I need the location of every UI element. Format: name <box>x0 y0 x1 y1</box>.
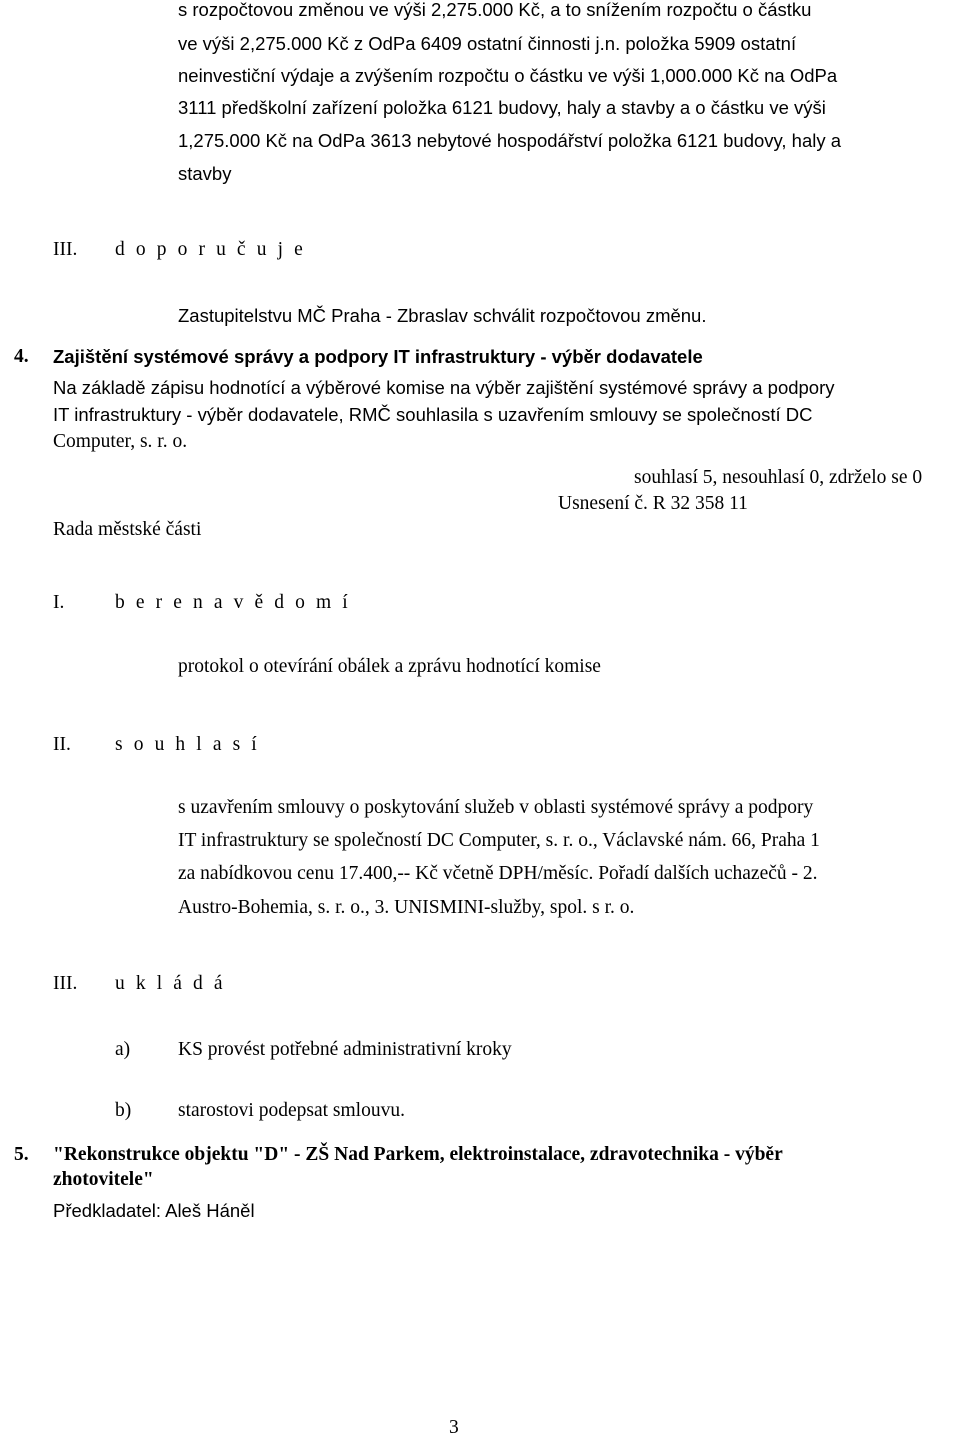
section-text: protokol o otevírání obálek a zprávu hodnotící komise <box>178 656 601 677</box>
vote-result: souhlasí 5, nesouhlasí 0, zdrželo se 0 <box>634 467 923 488</box>
intro-line: neinvestiční výdaje a zvýšením rozpočtu o částku ve výši 1,000.000 Kč na OdPa <box>178 65 838 86</box>
item-description-line: Computer, s. r. o. <box>53 431 188 452</box>
section-text-line: za nabídkovou cenu 17.400,-- Kč včetně DPH/měsíc. Pořadí dalších uchazečů - 2. <box>178 863 818 884</box>
task-label: b) <box>115 1100 132 1121</box>
section-text-line: IT infrastruktury se společností DC Computer, s. r. o., Václavské nám. 66, Praha 1 <box>178 830 820 851</box>
item-description-line: Na základě zápisu hodnotící a výběrové komise na výběr zajištění systémové správy a podpory <box>53 377 835 398</box>
section-text: Zastupitelstvu MČ Praha - Zbraslav schválit rozpočtovou změnu. <box>178 305 707 326</box>
task-label: a) <box>115 1039 131 1060</box>
section-numeral: III. <box>53 973 78 994</box>
intro-line: 3111 předškolní zařízení položka 6121 budovy, haly a stavby a o částku ve výši <box>178 97 826 118</box>
presenter: Předkladatel: Aleš Háněl <box>53 1200 255 1221</box>
item-number: 5. <box>14 1144 29 1165</box>
council-label: Rada městské části <box>53 519 202 540</box>
item-number: 4. <box>14 346 29 367</box>
item-description-line: IT infrastruktury - výběr dodavatele, RMČ souhlasila s uzavřením smlouvy se společností DC <box>53 404 813 425</box>
section-numeral: III. <box>53 239 78 260</box>
section-text-line: s uzavřením smlouvy o poskytování služeb v oblasti systémové správy a podpory <box>178 797 814 818</box>
section-numeral: I. <box>53 592 65 613</box>
section-heading: d o p o r u č u j e <box>115 239 306 260</box>
page-number: 3 <box>449 1417 459 1438</box>
intro-line: stavby <box>178 163 232 184</box>
intro-line: ve výši 2,275.000 Kč z OdPa 6409 ostatní činnosti j.n. položka 5909 ostatní <box>178 33 797 54</box>
section-heading: b e r e n a v ě d o m í <box>115 592 351 613</box>
section-text-line: Austro-Bohemia, s. r. o., 3. UNISMINI-služby, spol. s r. o. <box>178 897 635 918</box>
task-text: KS provést potřebné administrativní kroky <box>178 1039 512 1060</box>
intro-line: 1,275.000 Kč na OdPa 3613 nebytové hospodářství položka 6121 budovy, haly a <box>178 130 842 151</box>
resolution-number: Usnesení č. R 32 358 11 <box>558 493 748 514</box>
intro-line: s rozpočtovou změnou ve výši 2,275.000 Kč, a to snížením rozpočtu o částku <box>178 0 812 20</box>
section-numeral: II. <box>53 734 71 755</box>
section-heading: u k l á d á <box>115 973 226 994</box>
item-title: "Rekonstrukce objektu "D" - ZŠ Nad Parkem, elektroinstalace, zdravotechnika - výběr <box>53 1144 783 1165</box>
section-heading: s o u h l a s í <box>115 734 260 755</box>
item-title: Zajištění systémové správy a podpory IT infrastruktury - výběr dodavatele <box>53 346 703 367</box>
task-text: starostovi podepsat smlouvu. <box>178 1100 405 1121</box>
item-title: zhotovitele" <box>53 1169 154 1190</box>
